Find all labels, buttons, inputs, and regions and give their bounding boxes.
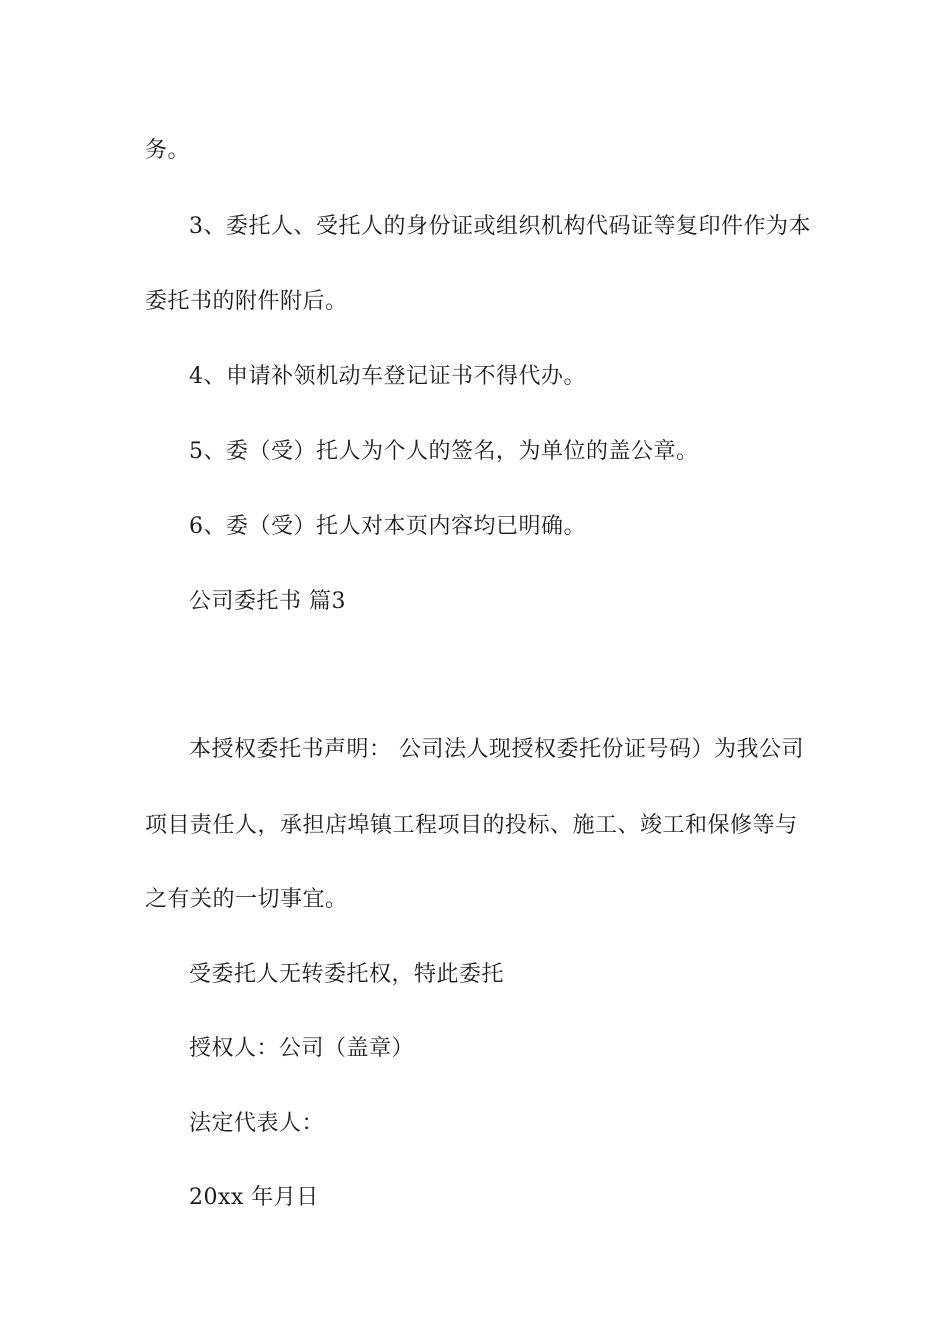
paragraph-line: 3、委托人、受托人的身份证或组织机构代码证等复印件作为本 xyxy=(189,214,811,239)
paragraph-line: 6、委（受）托人对本页内容均已明确。 xyxy=(189,514,586,539)
paragraph-line: 5、委（受）托人为个人的签名，为单位的盖公章。 xyxy=(189,439,699,464)
signature-line: 法定代表人： xyxy=(189,1111,325,1136)
paragraph-line: 项目责任人，承担店埠镇工程项目的投标、施工、竣工和保修等与 xyxy=(145,813,798,838)
paragraph-line: 4、申请补领机动车登记证书不得代办。 xyxy=(189,364,586,389)
paragraph-line: 委托书的附件附后。 xyxy=(145,289,348,314)
paragraph-line: 务。 xyxy=(145,138,191,163)
signature-line: 授权人：公司（盖章） xyxy=(189,1036,415,1061)
date-line: 20xx 年月日 xyxy=(189,1185,319,1210)
paragraph-line: 之有关的一切事宜。 xyxy=(145,887,348,912)
section-heading: 公司委托书 篇3 xyxy=(189,589,346,614)
paragraph-line: 受委托人无转委托权，特此委托 xyxy=(189,962,505,987)
paragraph-line: 本授权委托书声明： 公司法人现授权委托份证号码）为我公司 xyxy=(189,737,804,762)
